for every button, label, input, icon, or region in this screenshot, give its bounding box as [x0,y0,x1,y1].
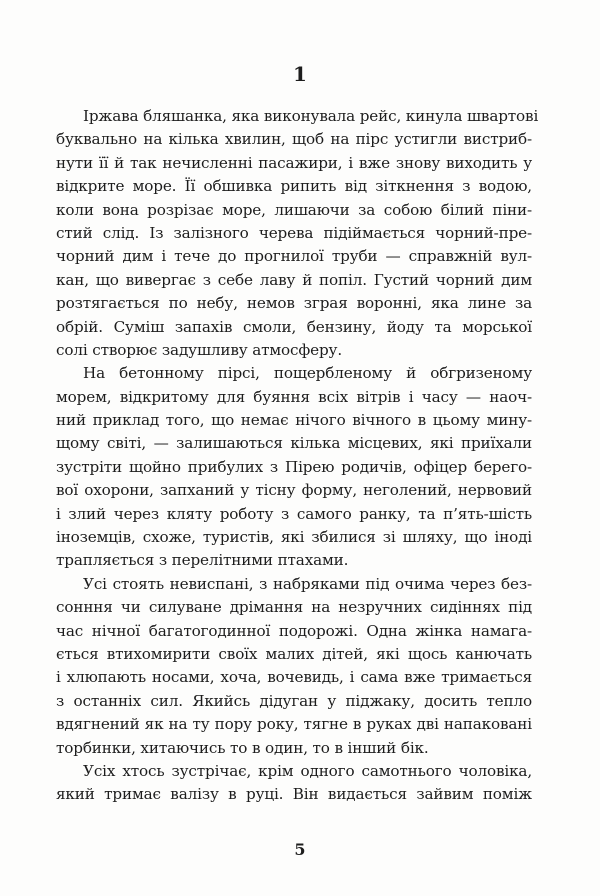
paragraph [56,573,532,760]
text-line: з останніх сил. Якийсь дідуган у піджаку, досить тепло [56,691,532,710]
text-line: і хлюпають носами, хоча, вочевидь, і сама вже тримається [56,668,532,687]
text-line: На бетонному пірсі, пощербленому й обгризеному [83,364,532,383]
text-line: нути її й так нечисленні пасажири, і вже знову виходить у [56,153,532,172]
text-line: Іржава бляшанка, яка виконувала рейс, кинула швартові [83,107,539,125]
paragraph [56,760,532,807]
text-line: трапляється з перелітними птахами. [56,551,349,570]
text-line: вої охорони, запханий у тісну форму, неголений, нервовий [56,481,532,500]
text-line: буквально на кілька хвилин, щоб на пірс устигли вистриб- [56,130,532,149]
text-line: час нічної багатогодинної подорожі. Одна жінка намага- [56,621,532,640]
text-line: іноземців, схоже, туристів, які збилися зі шляху, що іноді [56,528,532,547]
text-line: стий слід. Із залізного черева підіймається чорний-пре- [56,223,532,242]
text-line: Усі стоять невиспані, з набряками під очима через без- [83,574,532,593]
text-line: ється втихомирити своїх малих дітей, які щось канючать [56,644,532,663]
text-line: сонння чи силуване дрімання на незручних сидіннях під [56,598,532,617]
text-line: який тримає валізу в руці. Він видається зайвим поміж [56,785,532,804]
paragraph [56,105,539,362]
text-line: зустріти щойно прибулих з Пірею родичів, офіцер берего- [56,457,532,476]
text-line: обрій. Суміш запахів смоли, бензину, йоду та морської [56,317,532,336]
chapter-number: 1 [293,62,307,86]
text-line: торбинки, хитаючись то в один, то в інший бік. [56,738,429,757]
text-line: морем, відкритому для буяння всіх вітрів і часу — наоч- [56,387,532,406]
text-line: розтягається по небу, немов зграя воронні, яка лине за [56,294,532,313]
text-line: вдягнений як на ту пору року, тягне в руках дві напаковані [56,715,532,734]
paragraph [56,362,532,573]
body-text [56,105,539,807]
text-line: коли вона розрізає море, лишаючи за собою білий піни- [56,200,532,219]
text-line: ний приклад того, що немає нічого вічного в цьому мину- [56,411,532,430]
text-line: солі створює задушливу атмосферу. [56,340,343,359]
page-number: 5 [294,840,306,859]
text-line: кан, що вивергає з себе лаву й попіл. Густий чорний дим [56,270,532,289]
text-line: і злий через кляту роботу з самого ранку, та п’ять-шість [56,504,532,523]
text-line: Усіх хтось зустрічає, крім одного самотнього чоловіка, [83,761,532,780]
text-line: відкрите море. Її обшивка рипить від зіткнення з водою, [56,177,532,196]
text-line: чорний дим і тече до прогнилої труби — справжній вул- [56,247,532,266]
text-line: щому світі, — залишаються кілька місцевих, які приїхали [56,434,532,453]
